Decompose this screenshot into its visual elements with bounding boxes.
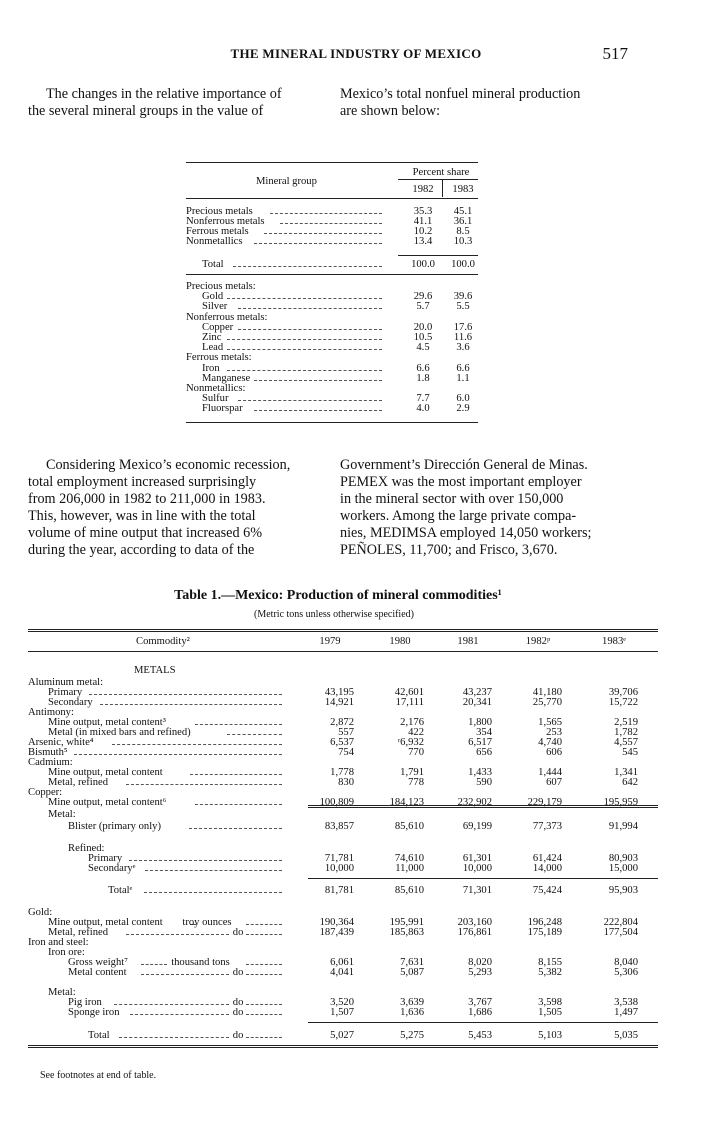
cell-value: 187,439	[319, 927, 354, 938]
row-label: Iron ore:	[48, 947, 85, 958]
cell-value: 642	[622, 777, 638, 788]
cell-value: 20,341	[462, 697, 492, 708]
cell-value: 2,519	[614, 717, 638, 728]
section-heading: METALS	[134, 665, 176, 676]
cell-value: 232,902	[457, 797, 492, 808]
intro-line: are shown below:	[340, 103, 441, 119]
row-label: Total	[202, 259, 224, 270]
leader-dots	[233, 266, 383, 267]
leader-dots	[144, 892, 282, 893]
row-label: Silver	[202, 301, 228, 313]
value-1983: 10.3	[453, 236, 473, 247]
table-rule	[186, 274, 478, 275]
row-label: Precious metals	[186, 206, 253, 217]
table-row	[28, 822, 658, 832]
cell-value: 5,382	[538, 967, 562, 978]
cell-value: 3,767	[468, 997, 492, 1008]
table-row	[28, 698, 658, 708]
percent-row	[186, 323, 478, 333]
leader-dots	[119, 1037, 229, 1038]
cell-value: 77,373	[532, 821, 562, 832]
cell-value: 5,293	[468, 967, 492, 978]
table-rule	[308, 1022, 658, 1023]
cell-value: 100,809	[319, 797, 354, 808]
value-1982: 7.7	[416, 393, 430, 405]
row-label: Metal:	[48, 809, 76, 820]
row-label: Gross weight⁷	[68, 957, 128, 968]
cell-value: 184,123	[389, 797, 424, 808]
row-label: Metal (in mixed bars and refined)	[48, 727, 191, 738]
cell-value: 4,557	[614, 737, 638, 748]
table-rule	[186, 198, 478, 199]
table-row	[28, 810, 658, 820]
cell-value: 14,921	[324, 697, 354, 708]
body-right-column	[340, 457, 632, 559]
row-label: Iron and steel:	[28, 937, 89, 948]
row-label: Bismuth⁵	[28, 747, 68, 758]
cell-value: 8,040	[614, 957, 638, 968]
body-line: workers. Among the large private compa-	[340, 508, 577, 524]
leader-dots	[254, 243, 382, 244]
cell-value: 1,686	[468, 1007, 492, 1018]
leader-dots	[254, 410, 382, 411]
cell-value: 1,782	[614, 727, 638, 738]
value-1983: 36.1	[453, 216, 473, 227]
body-line: Considering Mexico’s economic recession,	[46, 457, 291, 473]
cell-value: 7,631	[400, 957, 424, 968]
value-1983: 5.5	[456, 301, 470, 313]
row-label: Secondaryᵉ	[88, 863, 136, 874]
table-rule	[28, 1045, 658, 1046]
cell-value: 83,857	[324, 821, 354, 832]
table-row	[28, 1031, 658, 1041]
row-label: Copper	[202, 321, 234, 333]
value-1982: 6.6	[416, 362, 430, 374]
value-1983: 11.6	[453, 332, 473, 343]
row-label: Totalᵉ	[108, 885, 133, 896]
cell-value: 177,504	[603, 927, 638, 938]
body-line: volume of mine output that increased 6%	[28, 525, 263, 541]
intro-line: Mexico’s total nonfuel mineral production	[340, 86, 581, 102]
unit-label: do	[232, 927, 244, 938]
value-1982: 5.7	[416, 301, 430, 313]
cell-value: 4,740	[538, 737, 562, 748]
year-header: 1983ᵉ	[602, 636, 626, 647]
leader-dots	[129, 860, 282, 861]
value-1983: 6.6	[456, 362, 470, 374]
cell-value: 354	[476, 727, 492, 738]
cell-value: 754	[338, 747, 354, 758]
cell-value: 25,770	[532, 697, 562, 708]
leader-dots	[238, 308, 382, 309]
cell-value: 607	[546, 777, 562, 788]
cell-value: 185,863	[389, 927, 424, 938]
leader-dots	[126, 784, 282, 785]
cell-value: 5,103	[538, 1030, 562, 1041]
leader-dots	[227, 349, 382, 350]
row-label: Mine output, metal content³	[48, 717, 166, 728]
table-row	[28, 778, 658, 788]
row-label: Metal content	[68, 967, 127, 978]
percent-row	[186, 282, 478, 292]
unit-label: troy ounces	[182, 917, 232, 928]
cell-value: 8,020	[468, 957, 492, 968]
value-1983: 39.6	[453, 291, 473, 303]
leader-dots	[74, 754, 282, 755]
cell-value: 196,248	[527, 917, 562, 928]
cell-value: 43,237	[462, 687, 492, 698]
table-rule	[398, 255, 478, 256]
cell-value: 190,364	[319, 917, 354, 928]
intro-left-column	[28, 86, 323, 120]
year-header: 1982	[412, 184, 434, 195]
cell-value: 175,189	[527, 927, 562, 938]
row-label: Aluminum metal:	[28, 677, 104, 688]
cell-value: 91,994	[608, 821, 638, 832]
table-title: Table 1.—Mexico: Production of mineral commodities¹	[174, 588, 502, 603]
unit-label: do	[232, 1030, 244, 1041]
cell-value: 5,035	[614, 1030, 638, 1041]
row-label: Metal, refined	[48, 927, 109, 938]
leader-dots	[246, 964, 282, 965]
row-label: Metal, refined	[48, 777, 109, 788]
leader-dots	[145, 870, 282, 871]
row-label: Secondary	[48, 697, 93, 708]
cell-value: 4,041	[330, 967, 354, 978]
row-label: Mine output, metal content	[48, 767, 163, 778]
body-line: nies, MEDIMSA employed 14,050 workers;	[340, 525, 592, 541]
cell-value: 61,424	[532, 853, 562, 864]
leader-dots	[280, 223, 382, 224]
cell-value: 545	[622, 747, 638, 758]
year-header: 1983	[452, 184, 474, 195]
row-label: Nonmetallics	[186, 236, 243, 247]
cell-value: 1,800	[468, 717, 492, 728]
leader-dots	[246, 934, 282, 935]
cell-value: 80,903	[608, 853, 638, 864]
row-label: Lead	[202, 342, 224, 354]
value-1982: 13.4	[413, 236, 433, 247]
leader-dots	[227, 370, 382, 371]
cell-value: 830	[338, 777, 354, 788]
year-header: 1982ᵖ	[525, 636, 551, 647]
row-label: Metal:	[48, 987, 76, 998]
table-footnote: See footnotes at end of table.	[40, 1070, 157, 1081]
cell-value: 778	[408, 777, 424, 788]
value-1982: 10.5	[413, 332, 433, 343]
row-label: Gold:	[28, 907, 53, 918]
body-line: total employment increased surprisingly	[28, 474, 257, 490]
leader-dots	[126, 934, 229, 935]
body-line: PEMEX was the most important employer	[340, 474, 582, 490]
leader-dots	[112, 744, 283, 745]
cell-value: 1,791	[400, 767, 424, 778]
leader-dots	[141, 964, 167, 965]
value-1982: 4.5	[416, 342, 430, 354]
body-line: Government’s Dirección General de Minas.	[340, 457, 588, 473]
intro-line: The changes in the relative importance of	[46, 86, 282, 102]
cell-value: 11,000	[395, 863, 424, 874]
row-label: Nonferrous metals:	[186, 311, 268, 323]
cell-value: 1,778	[330, 767, 354, 778]
row-label: Arsenic, white⁴	[28, 737, 94, 748]
cell-value: 5,453	[468, 1030, 492, 1041]
cell-value: 69,199	[462, 821, 492, 832]
cell-value: 3,598	[538, 997, 562, 1008]
value-1983: 17.6	[453, 321, 473, 333]
cell-value: 2,872	[330, 717, 354, 728]
row-label: Mine output, metal content⁶	[48, 797, 167, 808]
leader-dots	[130, 1014, 229, 1015]
row-label: Antimony:	[28, 707, 74, 718]
cell-value: 3,538	[614, 997, 638, 1008]
percent-row	[186, 333, 478, 343]
cell-value: 95,903	[608, 885, 638, 896]
cell-value: 203,160	[457, 917, 492, 928]
percent-row	[186, 292, 478, 302]
value-1982: 29.6	[413, 291, 433, 303]
leader-dots	[246, 1014, 282, 1015]
row-label: Ferrous metals:	[186, 352, 252, 364]
row-label: Gold	[202, 291, 224, 303]
body-line: from 206,000 in 1982 to 211,000 in 1983.	[28, 491, 266, 507]
value-1982: 41.1	[413, 216, 433, 227]
leader-dots	[246, 1037, 282, 1038]
running-head	[0, 44, 712, 64]
row-label: Primary	[88, 853, 123, 864]
leader-dots	[114, 1004, 228, 1005]
leader-dots	[227, 734, 282, 735]
value-1983: 6.0	[456, 393, 470, 405]
cell-value: 222,804	[603, 917, 638, 928]
cell-value: 3,639	[400, 997, 424, 1008]
cell-value: 85,610	[394, 821, 424, 832]
leader-dots	[227, 339, 382, 340]
value-1982: 10.2	[413, 226, 433, 237]
leader-dots	[246, 1004, 282, 1005]
cell-value: 81,781	[324, 885, 354, 896]
value-1982: 35.3	[413, 206, 433, 217]
cell-value: 1,505	[538, 1007, 562, 1018]
table-rule	[28, 651, 658, 652]
cell-value: 15,000	[608, 863, 638, 874]
leader-dots	[100, 704, 282, 705]
cell-value: 5,087	[400, 967, 424, 978]
leader-dots	[254, 380, 382, 381]
cell-value: 6,517	[468, 737, 492, 748]
table-rule	[398, 179, 478, 180]
table-rule	[442, 179, 443, 197]
cell-value: 229,179	[527, 797, 562, 808]
leader-dots	[195, 724, 282, 725]
leader-dots	[264, 233, 382, 234]
cell-value: 656	[476, 747, 492, 758]
cell-value: 42,601	[394, 687, 424, 698]
table-rule	[186, 162, 478, 163]
value-1983: 1.1	[456, 372, 470, 384]
percent-share-header: Percent share	[412, 167, 470, 178]
row-label: Nonferrous metals	[186, 216, 265, 227]
cell-value: 3,520	[330, 997, 354, 1008]
row-label: Manganese	[202, 372, 251, 384]
commodity-header: Commodity²	[136, 636, 190, 647]
row-label: Total	[88, 1030, 110, 1041]
year-header: 1981	[457, 636, 479, 647]
cell-value: 43,195	[324, 687, 354, 698]
table-rule	[308, 805, 658, 806]
unit-label: thousand tons	[171, 957, 230, 968]
cell-value: 15,722	[608, 697, 638, 708]
table-rule	[28, 1047, 658, 1048]
cell-value: 1,444	[538, 767, 562, 778]
percent-row	[186, 260, 478, 270]
body-line: PEÑOLES, 11,700; and Frisco, 3,670.	[340, 542, 558, 558]
leader-dots	[195, 804, 282, 805]
table-row	[28, 928, 658, 938]
row-label: Iron	[202, 362, 220, 374]
row-label: Copper:	[28, 787, 63, 798]
row-label: Sulfur	[202, 393, 229, 405]
leader-dots	[89, 694, 282, 695]
mineral-group-header: Mineral group	[256, 176, 317, 187]
page-number: 517	[602, 44, 628, 63]
cell-value: 39,706	[608, 687, 638, 698]
cell-value: 5,306	[614, 967, 638, 978]
unit-label: do	[232, 967, 244, 978]
body-line: during the year, according to data of the	[28, 542, 255, 558]
cell-value: 61,301	[462, 853, 492, 864]
percent-row	[186, 404, 478, 414]
table-row	[28, 1008, 658, 1018]
cell-value: 1,565	[538, 717, 562, 728]
cell-value: 8,155	[538, 957, 562, 968]
cell-value: 1,636	[400, 1007, 424, 1018]
unit-label: do	[232, 997, 244, 1008]
cell-value: 195,991	[389, 917, 424, 928]
table-row	[28, 864, 658, 874]
cell-value: 1,497	[614, 1007, 638, 1018]
cell-value: 71,301	[462, 885, 492, 896]
cell-value: 770	[408, 747, 424, 758]
leader-dots	[227, 298, 382, 299]
cell-value: 5,027	[330, 1030, 354, 1041]
cell-value: 557	[338, 727, 354, 738]
body-line: This, however, was in line with the total	[28, 508, 256, 524]
value-1982: 20.0	[413, 321, 433, 333]
row-label: Blister (primary only)	[68, 821, 161, 832]
leader-dots	[141, 974, 229, 975]
page-title: THE MINERAL INDUSTRY OF MEXICO	[230, 46, 482, 61]
cell-value: 41,180	[532, 687, 562, 698]
percent-row	[186, 384, 478, 394]
row-label: Fluorspar	[202, 403, 243, 415]
cell-value: 71,781	[324, 853, 354, 864]
row-label: Mine output, metal content	[48, 917, 163, 928]
year-header: 1980	[389, 636, 411, 647]
value-1982: 4.0	[416, 403, 430, 415]
percent-row	[186, 353, 478, 363]
leader-dots	[270, 213, 383, 214]
cell-value: 74,610	[394, 853, 424, 864]
cell-value: 5,275	[400, 1030, 424, 1041]
cell-value: 6,061	[330, 957, 354, 968]
table-row	[28, 968, 658, 978]
cell-value: 253	[546, 727, 562, 738]
table-rule	[28, 631, 658, 632]
value-1983: 8.5	[456, 226, 470, 237]
table-row	[28, 748, 658, 758]
cell-value: 14,000	[532, 863, 562, 874]
table-rule	[308, 878, 658, 879]
value-1982: 100.0	[411, 259, 435, 270]
cell-value: 176,861	[457, 927, 492, 938]
row-label: Cadmium:	[28, 757, 73, 768]
cell-value: 590	[476, 777, 492, 788]
leader-dots	[238, 329, 382, 330]
cell-value: 1,341	[614, 767, 638, 778]
table-rule	[186, 422, 478, 423]
row-label: Refined:	[68, 843, 105, 854]
intro-right-column	[340, 86, 632, 120]
cell-value: 2,176	[400, 717, 424, 728]
cell-value: ʳ6,932	[397, 737, 424, 748]
value-1983: 3.6	[456, 342, 470, 354]
row-label: Nonmetallics:	[186, 383, 246, 394]
row-label: Ferrous metals	[186, 226, 249, 237]
leader-dots	[246, 974, 282, 975]
value-1983: 100.0	[451, 259, 475, 270]
body-line: in the mineral sector with over 150,000	[340, 491, 564, 507]
row-label: Primary	[48, 687, 83, 698]
value-1983: 45.1	[453, 206, 473, 217]
cell-value: 1,507	[330, 1007, 354, 1018]
row-label: Pig iron	[68, 997, 102, 1008]
percent-row	[186, 302, 478, 312]
table-row	[28, 938, 658, 948]
cell-value: 6,537	[330, 737, 354, 748]
table-rule	[308, 807, 658, 808]
body-left-column	[28, 457, 323, 559]
row-label: Sponge iron	[68, 1007, 120, 1018]
cell-value: 10,000	[462, 863, 492, 874]
cell-value: 17,111	[395, 697, 424, 708]
cell-value: 75,424	[532, 885, 562, 896]
table-subtitle: (Metric tons unless otherwise specified)	[254, 609, 414, 620]
cell-value: 195,959	[603, 797, 638, 808]
value-1982: 1.8	[416, 372, 430, 384]
cell-value: 606	[546, 747, 562, 758]
cell-value: 10,000	[324, 863, 354, 874]
leader-dots	[189, 828, 282, 829]
row-label: Precious metals:	[186, 281, 256, 292]
cell-value: 422	[408, 727, 424, 738]
table-rule	[28, 629, 658, 630]
cell-value: 1,433	[468, 767, 492, 778]
unit-label: do	[232, 1007, 244, 1018]
value-1983: 2.9	[456, 403, 470, 415]
row-label: Zinc	[202, 332, 222, 343]
intro-line: the several mineral groups in the value of	[28, 103, 264, 119]
leader-dots	[238, 400, 382, 401]
percent-row	[186, 237, 478, 247]
leader-dots	[190, 774, 282, 775]
cell-value: 85,610	[394, 885, 424, 896]
table-row	[28, 886, 658, 896]
year-header: 1979	[319, 636, 341, 647]
leader-dots	[246, 924, 282, 925]
